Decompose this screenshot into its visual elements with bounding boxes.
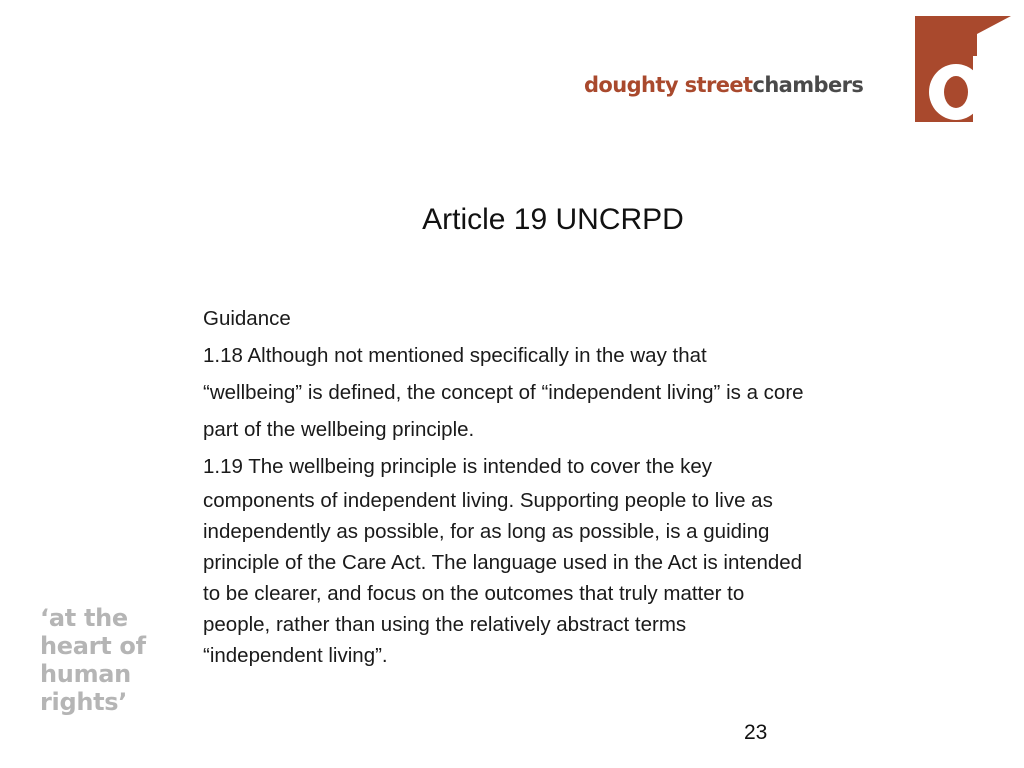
page-number: 23 <box>744 721 768 744</box>
body-text <box>203 300 923 671</box>
body-line: components of independent living. Supporting people to live as <box>203 489 773 512</box>
body-line: independently as possible, for as long as possible, is a guiding <box>203 520 770 543</box>
tagline-line: human <box>40 660 131 688</box>
body-line: “wellbeing” is defined, the concept of “independent living” is a core <box>203 381 804 404</box>
slide-title: Article 19 UNCRPD <box>422 203 684 236</box>
body-line: people, rather than using the relatively abstract terms <box>203 613 687 636</box>
body-line: to be clearer, and focus on the outcomes that truly matter to <box>203 582 745 605</box>
body-line: 1.19 The wellbeing principle is intended to cover the key <box>203 455 713 478</box>
tagline-line: heart of <box>40 632 146 660</box>
body-line: principle of the Care Act. The language used in the Act is intended <box>203 551 803 574</box>
tagline-line: rights’ <box>40 688 128 716</box>
logo-wordmark <box>584 70 863 100</box>
tagline <box>40 604 146 716</box>
logo-mark-icon <box>915 16 1011 122</box>
body-heading: Guidance <box>203 307 291 330</box>
logo-word-street: street <box>684 73 753 97</box>
body-line: 1.18 Although not mentioned specifically in the way that <box>203 344 707 367</box>
body-line: “independent living”. <box>203 644 388 667</box>
tagline-line: ‘at the <box>40 604 128 632</box>
logo-word-chambers: chambers <box>752 73 864 97</box>
body-line: part of the wellbeing principle. <box>203 418 475 441</box>
logo-word-doughty: doughty <box>584 73 678 97</box>
